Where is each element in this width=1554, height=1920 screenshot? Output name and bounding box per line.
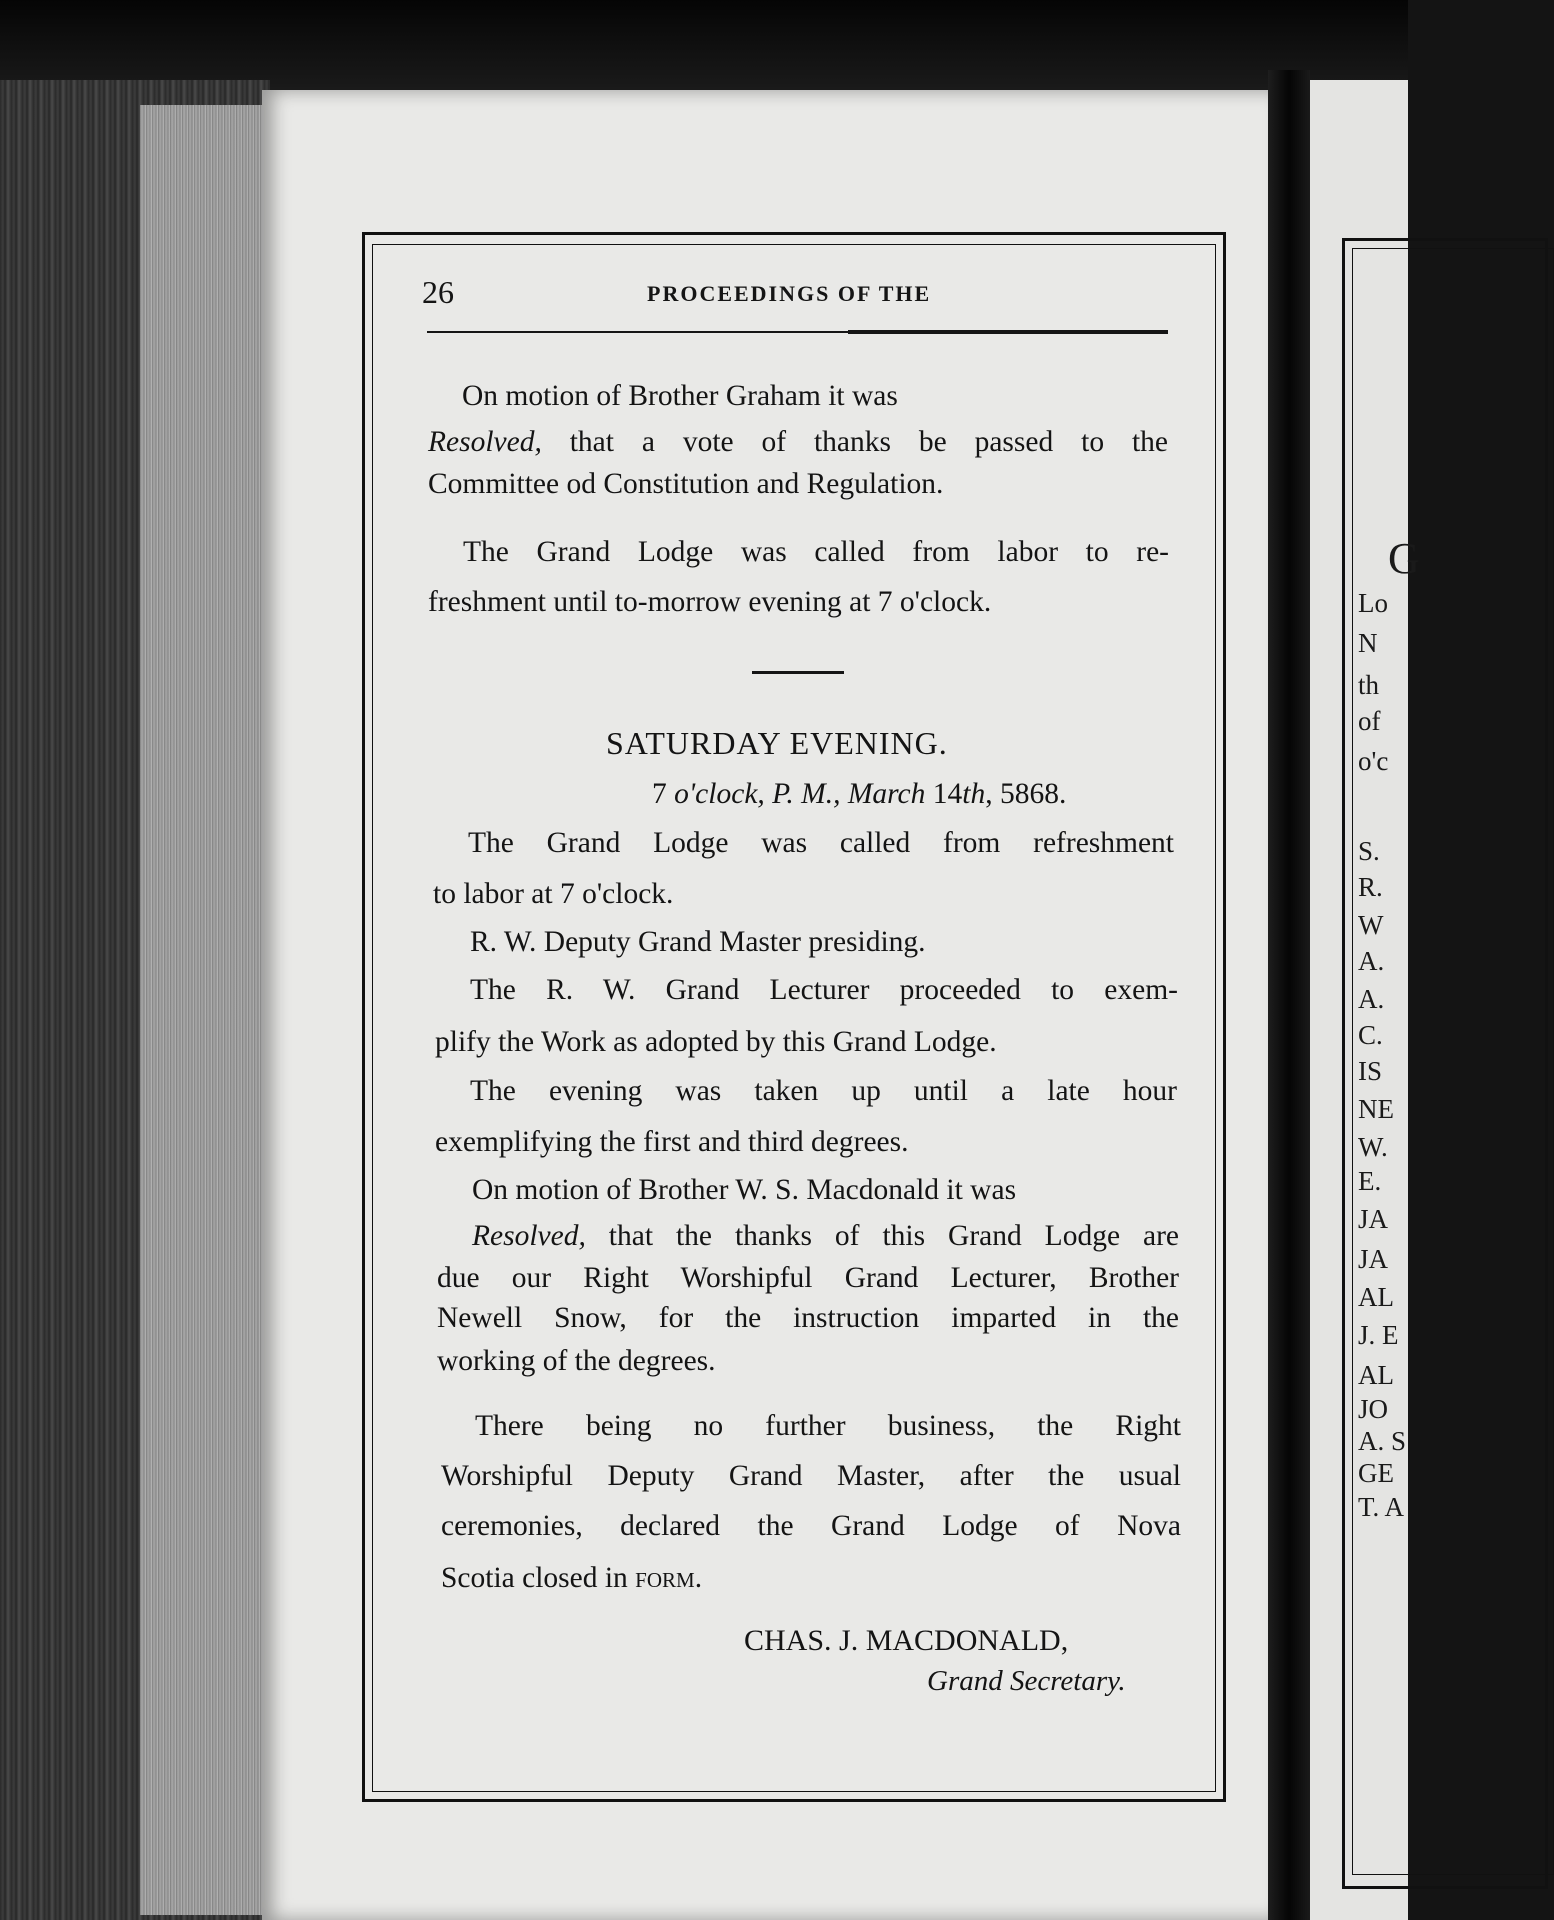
facing-page-row: o'c	[1358, 746, 1389, 776]
body-line: to labor at 7 o'clock.	[433, 878, 674, 910]
body-line-rest: that the thanks of this Grand Lodge are	[585, 1220, 1179, 1252]
body-line: Worshipful Deputy Grand Master, after the usual	[441, 1460, 1181, 1492]
facing-page-row: Lo	[1358, 588, 1388, 618]
facing-page-row: IS	[1358, 1056, 1383, 1086]
book-gutter	[1268, 70, 1310, 1920]
section-separator	[752, 671, 844, 674]
running-head: PROCEEDINGS OF THE	[647, 281, 932, 306]
date-part-italic: th	[962, 778, 986, 810]
facing-page-row: A.	[1358, 946, 1385, 976]
body-line: On motion of Brother Graham it was	[462, 380, 898, 412]
facing-page-row: of	[1358, 706, 1381, 736]
facing-page-letter: G	[1388, 534, 1420, 583]
facing-page-row: E.	[1358, 1166, 1382, 1196]
body-line: The Grand Lodge was called from labor to re-	[463, 536, 1169, 568]
body-line: working of the degrees.	[437, 1345, 716, 1377]
facing-page-row: JO	[1358, 1394, 1389, 1424]
resolved-italic: Resolved,	[428, 426, 542, 458]
date-part-italic: o'clock, P. M., March	[674, 778, 926, 810]
facing-page-row: S.	[1358, 836, 1380, 866]
body-line: There being no further business, the Right	[475, 1410, 1181, 1442]
body-line: The Grand Lodge was called from refreshment	[468, 827, 1174, 859]
section-heading: SATURDAY EVENING.	[606, 725, 948, 761]
facing-page-row: J. E	[1358, 1320, 1399, 1350]
body-line: Committee od Constitution and Regulation.	[428, 468, 944, 500]
facing-page-row: T. A	[1358, 1492, 1404, 1522]
body-line: freshment until to-morrow evening at 7 o'clock.	[428, 586, 992, 618]
facing-page-row: W.	[1358, 1132, 1388, 1162]
facing-page-row: N	[1358, 628, 1378, 658]
form-small-caps: form.	[635, 1562, 703, 1594]
facing-page-row: R.	[1358, 872, 1383, 902]
facing-page-row: A. S	[1358, 1426, 1407, 1456]
signature-title: Grand Secretary.	[927, 1665, 1126, 1697]
facing-page-row: GE	[1358, 1458, 1394, 1488]
facing-page-row: W	[1358, 910, 1384, 940]
date-line	[652, 780, 1066, 810]
facing-page-row: A.	[1358, 984, 1385, 1014]
facing-page-row: th	[1358, 670, 1380, 700]
body-line	[472, 1222, 1179, 1252]
facing-page-fragment	[1310, 80, 1420, 1920]
header-rule-thick	[848, 330, 1168, 334]
body-line	[441, 1564, 702, 1594]
body-line: R. W. Deputy Grand Master presiding.	[470, 926, 926, 958]
resolved-italic: Resolved,	[472, 1220, 586, 1252]
facing-page-row: JA	[1358, 1204, 1389, 1234]
body-line: Newell Snow, for the instruction imparted in the	[437, 1302, 1179, 1334]
page-number: 26	[422, 274, 454, 310]
body-line: The R. W. Grand Lecturer proceeded to exem-	[470, 974, 1178, 1006]
book-page-edges-light	[140, 105, 270, 1915]
date-part: , 5868.	[985, 778, 1067, 810]
body-line-rest: that a vote of thanks be passed to the	[541, 426, 1168, 458]
date-part: 7	[652, 778, 675, 810]
facing-page-row: C.	[1358, 1020, 1383, 1050]
body-line: plify the Work as adopted by this Grand Lodge.	[435, 1026, 997, 1058]
body-line: exemplifying the first and third degrees.	[435, 1126, 909, 1158]
facing-page-row: NE	[1358, 1094, 1394, 1124]
facing-page-row: AL	[1358, 1282, 1394, 1312]
date-part: 14	[925, 778, 963, 810]
signature-name: CHAS. J. MACDONALD,	[744, 1624, 1069, 1657]
body-line: On motion of Brother W. S. Macdonald it was	[472, 1174, 1017, 1206]
body-line: due our Right Worshipful Grand Lecturer, Brother	[437, 1262, 1179, 1294]
body-line: ceremonies, declared the Grand Lodge of Nova	[441, 1510, 1181, 1542]
body-line	[428, 428, 1168, 458]
facing-page-row: JA	[1358, 1244, 1389, 1274]
facing-page-row: AL	[1358, 1360, 1394, 1390]
facing-page-inner-border	[1352, 248, 1554, 1875]
scan-top-shadow	[0, 0, 1408, 90]
body-line-part: Scotia closed in	[441, 1562, 636, 1594]
body-line: The evening was taken up until a late hour	[470, 1075, 1177, 1107]
